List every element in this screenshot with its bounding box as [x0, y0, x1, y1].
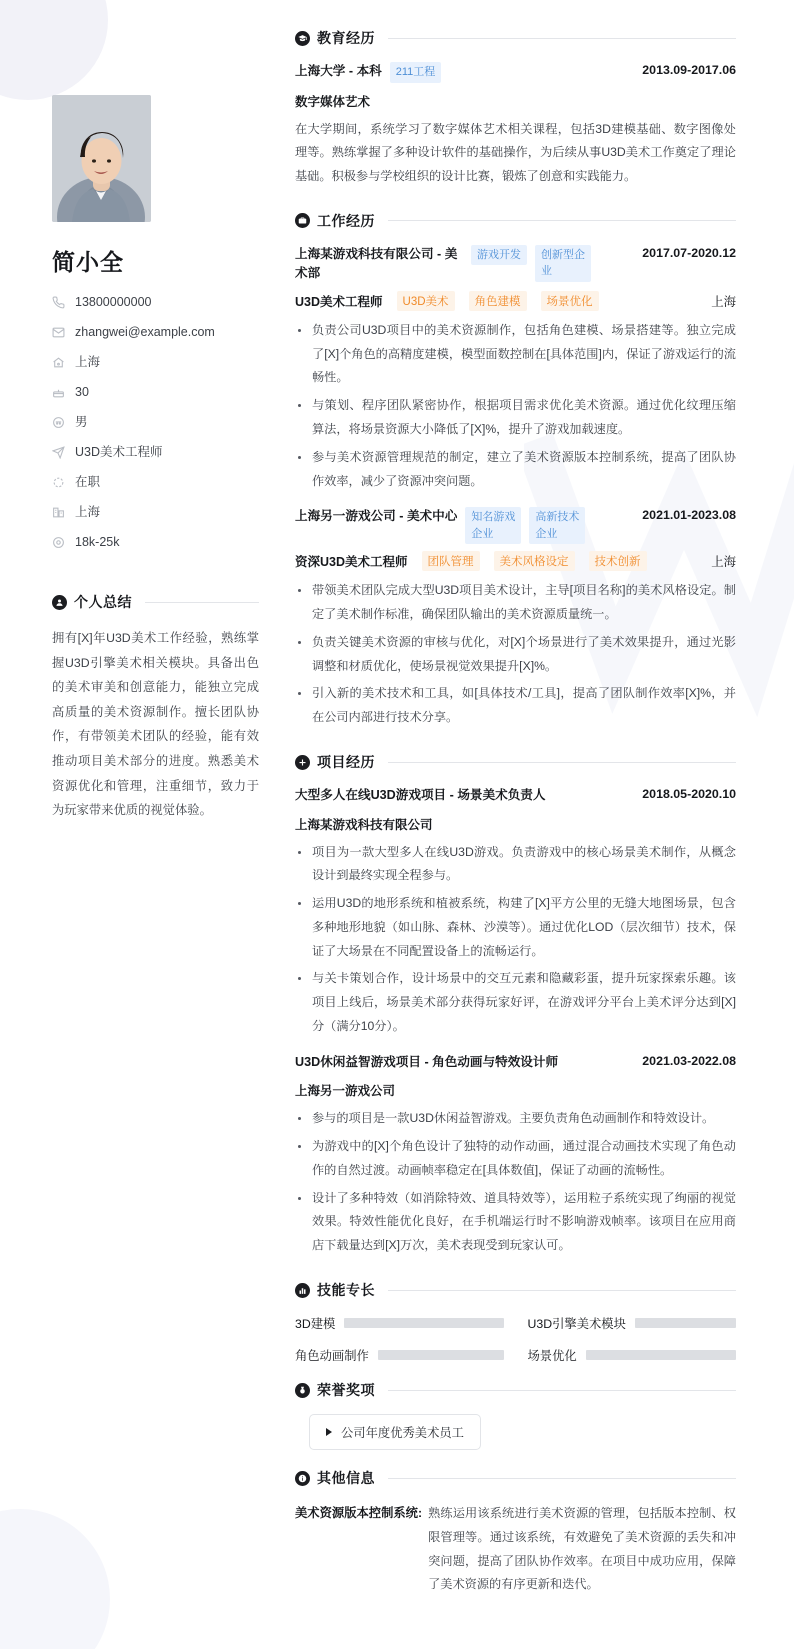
section-title: 荣誉奖项 [317, 1382, 375, 1398]
skill-label: 场景优化 [527, 1349, 577, 1363]
divider [388, 1478, 736, 1479]
divider [388, 220, 736, 221]
work-location: 上海 [711, 294, 736, 309]
contact-list [52, 295, 259, 550]
phone-icon [52, 296, 65, 309]
project-name: U3D休闲益智游戏项目 - 角色动画与特效设计师 [295, 1054, 559, 1069]
work-date: 2017.07-2020.12 [642, 245, 736, 260]
skill-item [295, 1314, 504, 1332]
skill-label: U3D引擎美术模块 [527, 1317, 626, 1331]
skill-item [528, 1314, 737, 1332]
bullet: 带领美术团队完成大型U3D项目美术设计，主导[项目名称]的美术风格设定。制定了美术制作标准，确保团队输出的美术资源质量统一。 [295, 579, 736, 627]
work-bullets [295, 319, 736, 493]
section-title: 其他信息 [317, 1470, 375, 1486]
project-date: 2021.03-2022.08 [642, 1053, 736, 1068]
contact-value: 上海 [75, 355, 101, 369]
education-description: 在大学期间，系统学习了数字媒体艺术相关课程，包括3D建模基础、数字图像处理等。熟练掌握了多种设计软件的基础操作，为后续从事U3D美术工作奠定了理论基础。积极参与学校组织的设计比赛，锻炼了创意和实践能力。 [295, 121, 736, 184]
bullet: 为游戏中的[X]个角色设计了独特的动作动画，通过混合动画技术实现了角色动作的自然过渡。动画帧率稳定在[具体数值]，保证了动画的流畅性。 [295, 1135, 736, 1183]
person-name: 简小全 [52, 249, 124, 275]
skill-tag: U3D美术 [397, 291, 455, 311]
education-header [295, 28, 736, 48]
contact-position [52, 445, 259, 460]
school-name: 上海大学 - 本科 [295, 64, 382, 78]
major: 数字媒体艺术 [295, 94, 371, 109]
contact-value: 30 [75, 385, 89, 399]
other-section [295, 1468, 736, 1597]
bullet: 与策划、程序团队紧密协作，根据项目需求优化美术资源。通过优化纹理压缩算法，将场景资源大小降低了[X]%，提升了游戏加载速度。 [295, 394, 736, 442]
projects-section [295, 752, 736, 1258]
skill-label: 3D建模 [295, 1317, 336, 1331]
work-date: 2021.01-2023.08 [642, 508, 736, 523]
bullet: 负责关键美术资源的审核与优化，对[X]个场景进行了美术效果提升，通过光影调整和材质优化，使场景视觉效果提升[X]%。 [295, 631, 736, 679]
project-bullets [295, 1107, 736, 1258]
skill-tag: 团队管理 [422, 551, 480, 571]
company-tag: 知名游戏企业 [465, 507, 521, 544]
company-tag: 创新型企业 [535, 245, 591, 282]
medal-icon [295, 1383, 310, 1398]
skill-bar [586, 1350, 736, 1360]
skills-section [295, 1280, 736, 1364]
projects-header [295, 752, 736, 772]
city-icon [52, 506, 65, 519]
contact-home [52, 355, 259, 370]
chart-icon [295, 1283, 310, 1298]
bullet: 项目为一款大型多人在线U3D游戏。负责游戏中的核心场景美术制作，从概念设计到最终实现全程参与。 [295, 841, 736, 889]
education-section [295, 28, 736, 189]
company-tags [465, 507, 585, 544]
other-value: 熟练运用该系统进行美术资源的管理，包括版本控制、权限管理等。通过该系统，有效避免了美术资源的丢失和冲突问题，提高了团队协作效率。在项目中成功应用，保障了美术资源的有序更新和迭代。 [428, 1506, 736, 1592]
section-title: 工作经历 [317, 212, 375, 229]
contact-status [52, 475, 259, 490]
bullet: 设计了多种特效（如消除特效、道具特效等），运用粒子系统实现了绚丽的视觉效果。特效性能优化良好，在手机端运行时不影响游戏帧率。该项目在应用商店下载量达到[X]万次，美术表现受到玩家认可。 [295, 1187, 736, 1258]
school-tag: 211工程 [390, 62, 442, 83]
education-entry [295, 62, 736, 189]
project-org: 上海另一游戏公司 [295, 1084, 396, 1099]
section-title: 项目经历 [317, 754, 375, 771]
bullet: 与关卡策划合作，设计场景中的交互元素和隐藏彩蛋，提升玩家探索乐趣。该项目上线后，场景美术部分获得玩家好评，在游戏评分平台上美术评分达到[X]分（满分10分）。 [295, 967, 736, 1038]
other-item [295, 1502, 736, 1597]
bullet: 负责公司U3D项目中的美术资源制作，包括角色建模、场景搭建等。独立完成了[X]个角色的高精度建模，模型面数控制在[具体范围]内，保证了游戏运行的流畅性。 [295, 319, 736, 390]
skill-bar [344, 1318, 503, 1328]
skill-tag: 角色建模 [469, 291, 527, 311]
project-date: 2018.05-2020.10 [642, 787, 736, 802]
sidebar [0, 0, 285, 863]
other-key: 美术资源版本控制系统: [295, 1506, 423, 1520]
company-name: 上海某游戏科技有限公司 - 美术部 [295, 246, 458, 281]
work-bullets [295, 579, 736, 730]
honors-header [295, 1380, 736, 1400]
work-section [295, 211, 736, 730]
play-triangle-icon [326, 1428, 332, 1436]
divider [388, 1290, 736, 1291]
education-date: 2013.09-2017.06 [642, 63, 736, 77]
cap-icon [295, 31, 310, 46]
plane-icon [52, 446, 65, 459]
contact-phone [52, 295, 259, 310]
project-entry [295, 1053, 736, 1258]
salary-icon [52, 536, 65, 549]
project-name: 大型多人在线U3D游戏项目 - 场景美术负责人 [295, 788, 546, 803]
skill-bar [378, 1350, 504, 1360]
section-title: 教育经历 [317, 30, 375, 46]
contact-value: 男 [75, 415, 88, 429]
briefcase-icon [295, 213, 310, 228]
divider [388, 1390, 736, 1391]
divider [388, 762, 736, 763]
job-role: U3D美术工程师 [295, 294, 383, 309]
company-tags [471, 245, 591, 282]
skill-tag: 美术风格设定 [494, 551, 575, 571]
work-location: 上海 [711, 555, 736, 570]
bullet: 参与美术资源管理规范的制定，建立了美术资源版本控制系统，提高了团队协作效率，减少了资源冲突问题。 [295, 446, 736, 494]
section-title: 个人总结 [74, 594, 132, 610]
contact-value: zhangwei@example.com [75, 325, 215, 339]
divider [388, 38, 736, 39]
company-name: 上海另一游戏公司 - 美术中心 [295, 509, 458, 524]
work-entry-top [295, 245, 736, 284]
company-tag: 高新技术企业 [529, 507, 585, 544]
honor-item[interactable] [309, 1414, 481, 1450]
work-entry [295, 245, 736, 494]
contact-value: 在职 [75, 475, 101, 489]
work-role-row [295, 291, 736, 311]
work-entry-top [295, 507, 736, 544]
project-bullets [295, 841, 736, 1039]
contact-value: 18k-25k [75, 535, 120, 549]
contact-salary [52, 535, 259, 550]
honors-section [295, 1380, 736, 1450]
work-entry [295, 507, 736, 730]
status-icon [52, 476, 65, 489]
grid-icon [295, 755, 310, 770]
divider [145, 602, 259, 603]
company-tag: 游戏开发 [471, 245, 527, 266]
skill-tag: 技术创新 [589, 551, 647, 571]
work-role-row [295, 551, 736, 571]
project-org: 上海某游戏科技有限公司 [295, 817, 433, 832]
skill-grid [295, 1314, 736, 1364]
skill-label: 角色动画制作 [295, 1349, 369, 1363]
contact-gender [52, 415, 259, 430]
bullet: 参与的项目是一款U3D休闲益智游戏。主要负责角色动画制作和特效设计。 [295, 1107, 736, 1131]
job-role: 资深U3D美术工程师 [295, 555, 408, 570]
summary-section [52, 592, 259, 823]
bullet: 引入新的美术技术和工具，如[具体技术/工具]，提高了团队制作效率[X]%，并在公司内部进行技术分享。 [295, 682, 736, 730]
user-icon [52, 595, 67, 610]
skill-bar [635, 1318, 736, 1328]
skill-tag: 场景优化 [541, 291, 599, 311]
contact-value: 13800000000 [75, 295, 152, 309]
info-icon [295, 1471, 310, 1486]
gender-icon [52, 416, 65, 429]
honor-label: 公司年度优秀美术员工 [341, 1426, 464, 1440]
project-entry-top [295, 786, 736, 806]
skill-item [295, 1346, 504, 1364]
contact-value: U3D美术工程师 [75, 445, 163, 459]
summary-text: 拥有[X]年U3D美术工作经验，熟练掌握U3D引擎美术相关模块。具备出色的美术审美和创意能力，能独立完成高质量的美术资源制作。擅长团队协作，有带领美术团队的经验，能有效推动项目美术部分的进度。熟悉美术资源优化和管理，注重细节，致力于为玩家带来优质的视觉体验。 [52, 631, 259, 818]
contact-city [52, 505, 259, 520]
bullet: 运用U3D的地形系统和植被系统，构建了[X]平方公里的无缝大地图场景，包含多种地形地貌（如山脉、森林、沙漠等）。通过优化LOD（层次细节）技术，保证了大场景在不同配置设备上的流畅运行。 [295, 892, 736, 963]
work-header [295, 211, 736, 231]
avatar [52, 95, 151, 222]
cake-icon [52, 386, 65, 399]
summary-header [52, 592, 259, 612]
home-icon [52, 356, 65, 369]
education-entry-top [295, 62, 736, 83]
project-entry [295, 786, 736, 1039]
section-title: 技能专长 [317, 1282, 375, 1298]
mail-icon [52, 326, 65, 339]
contact-email [52, 325, 259, 340]
contact-value: 上海 [75, 505, 101, 519]
skill-item [528, 1346, 737, 1364]
other-header [295, 1468, 736, 1488]
project-entry-top [295, 1053, 736, 1073]
skills-header [295, 1280, 736, 1300]
contact-age [52, 385, 259, 400]
main-content [285, 0, 794, 1649]
